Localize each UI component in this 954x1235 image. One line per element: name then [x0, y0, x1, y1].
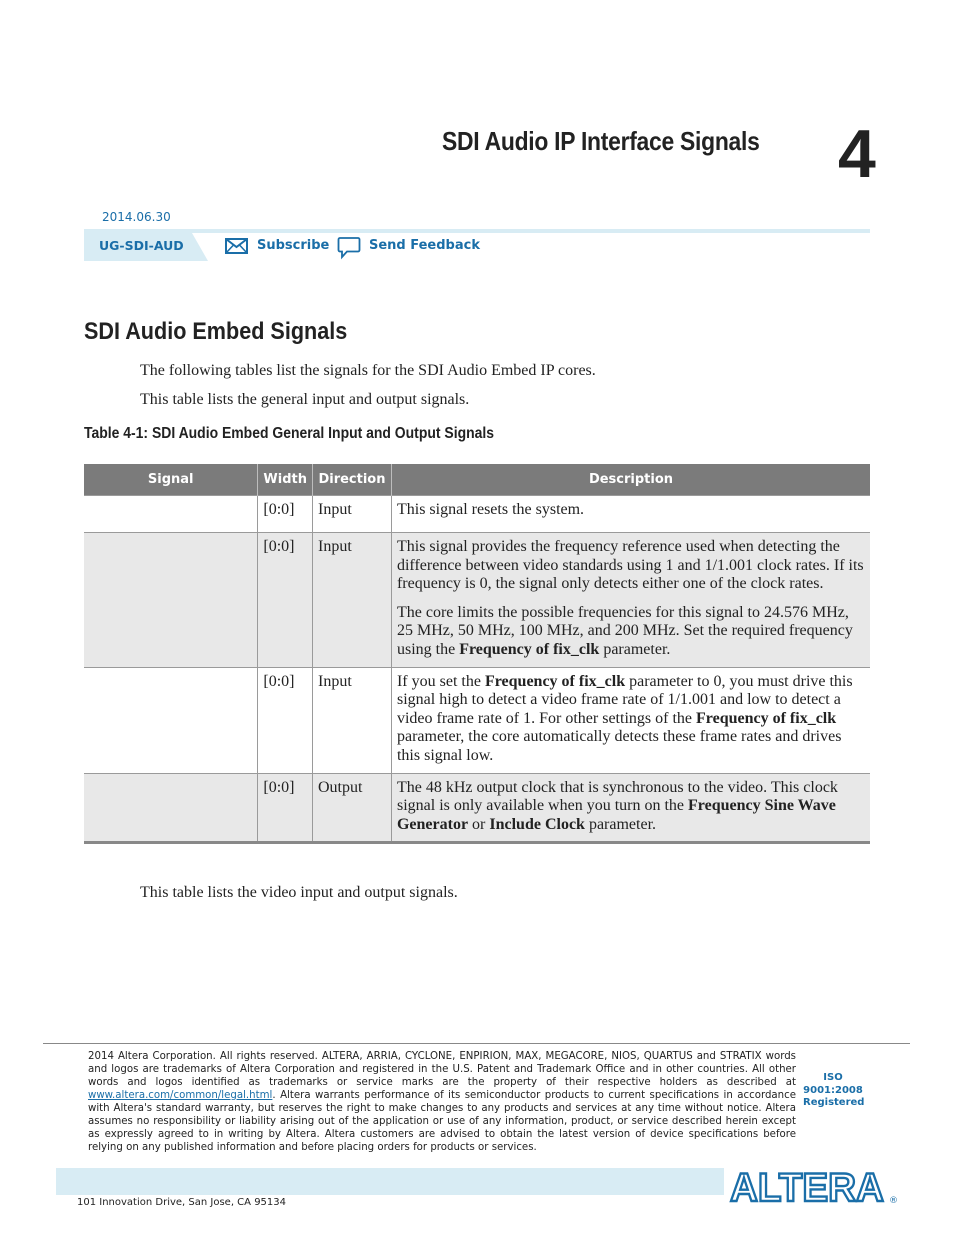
direction-cell: Output [312, 773, 391, 843]
description-text-run: parameter. [584, 815, 657, 833]
description-text-run: parameter to 0, you must drive this signal high to detect a video frame rate of 1/1.001 and low to detect a video frame rate of 1. For other settings of the [396, 672, 853, 727]
direction-cell: Input [312, 533, 391, 668]
footer-rule [43, 1043, 910, 1044]
speech-bubble-icon [337, 236, 361, 260]
table-row [84, 533, 870, 668]
chapter-title: SDI Audio IP Interface Signals [442, 126, 760, 156]
registered-mark: ® [889, 1196, 898, 1205]
closing-paragraph: This table lists the video input and output signals. [140, 884, 458, 901]
send-feedback-label: Send Feedback [369, 238, 480, 253]
description-cell [391, 533, 870, 668]
parameter-name: Frequency of fix_clk [696, 709, 837, 727]
width-cell: [0:0] [258, 496, 313, 533]
description-cell [391, 496, 870, 533]
width-cell: [0:0] [258, 667, 313, 773]
column-header-description: Description [391, 464, 870, 496]
description-text-run: parameter, the core automatically detects these frame rates and drives this signal low. [396, 728, 842, 764]
signal-cell [84, 667, 258, 773]
description-text-run: parameter. [599, 640, 671, 658]
description-text: This signal resets the system. [396, 501, 585, 518]
signals-table [84, 464, 870, 844]
description-text-run: If you set the [396, 672, 485, 690]
table-row [84, 667, 870, 773]
envelope-icon [225, 238, 249, 256]
column-header-direction: Direction [312, 464, 391, 496]
document-id-label: UG-SDI-AUD [99, 238, 184, 253]
iso-badge [803, 1072, 863, 1110]
table-intro-paragraph: This table lists the general input and output signals. [140, 391, 470, 408]
table-row [84, 773, 870, 843]
legal-link[interactable]: www.altera.com/common/legal.html [88, 1090, 273, 1101]
description-text [397, 779, 865, 835]
table-row [84, 496, 870, 533]
signal-cell [84, 496, 258, 533]
company-address: 101 Innovation Drive, San Jose, CA 95134 [77, 1197, 286, 1208]
parameter-name: Frequency of fix_clk [459, 640, 600, 658]
direction-cell: Input [312, 496, 391, 533]
column-header-signal: Signal [84, 464, 258, 496]
logo-wordmark: ALTERA [730, 1166, 884, 1205]
description-text: This signal provides the frequency reference used when detecting the difference between video standards using 1 and 1/1.001 clock rates. If its frequency is 0, the signal only detects either one of the clock rates. [396, 538, 864, 593]
direction-cell: Input [312, 667, 391, 773]
intro-paragraph: The following tables list the signals for the SDI Audio Embed IP cores. [140, 362, 596, 379]
iso-line: Registered [803, 1097, 865, 1108]
subscribe-label: Subscribe [257, 238, 330, 253]
chapter-number: 4 [838, 116, 876, 192]
description-text-run: The 48 kHz output clock that is synchronous to the video. This clock signal is only available when you turn on the [396, 778, 838, 815]
legal-text-run: . Altera warrants performance of its semiconductor products to current specifications in accordance with Altera's standard warranty, but reserves the right to make changes to any products and services at any time without notice. Altera assumes no responsibility or liability arising out of the application or use of any information, product, or service described herein except as expressly agreed to in writing by Altera. Altera customers are advised to obtain the latest version of device specifications before relying on any published information and before placing orders for products or services. [88, 1090, 796, 1153]
iso-line: ISO [823, 1072, 843, 1083]
description-text [397, 604, 865, 660]
width-cell: [0:0] [258, 533, 313, 668]
parameter-name: Frequency of fix_clk [484, 672, 626, 690]
legal-text-run: 2014 Altera Corporation. All rights reserved. ALTERA, ARRIA, CYCLONE, ENPIRION, MAX, MEGACORE, NIOS, QUARTUS and STRATIX words and logos are trademarks of Altera Corporation and registered in the U.S. Patent and Trademark Office and in other countries. All other words and logos identified as trademarks or service marks are the property of their respective holders as described at [88, 1051, 796, 1088]
section-heading: SDI Audio Embed Signals [84, 318, 348, 345]
altera-logo [728, 1165, 900, 1205]
footer-band [56, 1168, 724, 1195]
width-cell: [0:0] [258, 773, 313, 843]
description-text [397, 673, 865, 766]
description-text-run: The core limits the possible frequencies for this signal to 24.576 MHz, 25 MHz, 50 MHz, 100 MHz, and 200 MHz. Set the required frequency using the [396, 603, 853, 658]
document-date: 2014.06.30 [102, 210, 171, 224]
description-cell [391, 667, 870, 773]
signal-cell [84, 773, 258, 843]
parameter-name: Include Clock [489, 815, 585, 833]
parameter-name: Frequency Sine Wave Generator [396, 797, 836, 833]
description-cell [391, 773, 870, 843]
document-id-tab [84, 233, 210, 261]
legal-notice [88, 1050, 796, 1154]
column-header-width: Width [258, 464, 313, 496]
description-text-run: or [468, 815, 490, 833]
table-header-row [84, 464, 870, 496]
iso-line: 9001:2008 [803, 1084, 863, 1096]
signal-cell [84, 533, 258, 668]
table-caption: Table 4-1: SDI Audio Embed General Input and Output Signals [84, 425, 495, 442]
